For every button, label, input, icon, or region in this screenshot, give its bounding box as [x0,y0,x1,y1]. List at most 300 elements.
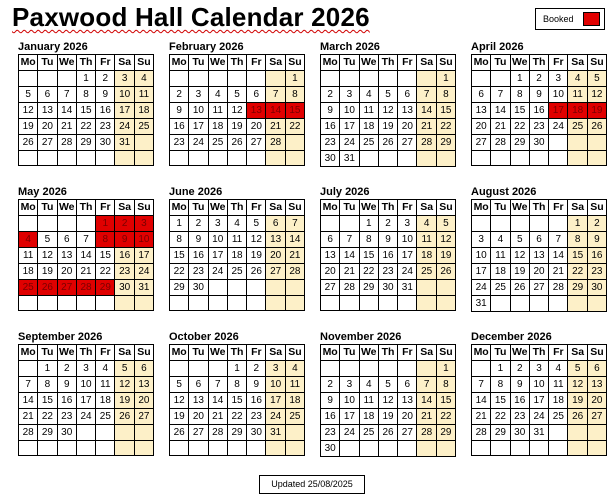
empty-cell [285,135,304,151]
weekday-header: Tu [491,345,510,361]
weekday-header: Fr [247,55,266,71]
empty-cell [19,296,38,311]
day-cell: 17 [134,248,153,264]
day-cell: 18 [549,393,568,409]
day-cell: 26 [378,135,397,151]
day-cell: 3 [266,361,285,377]
empty-cell [57,216,76,232]
day-cell: 23 [529,119,548,135]
empty-cell [398,361,417,377]
empty-cell [208,441,227,456]
day-cell: 16 [587,248,606,264]
day-cell: 21 [266,119,285,135]
day-cell: 1 [38,361,57,377]
weekday-header: Sa [568,200,587,216]
month-name: April 2026 [471,41,524,53]
day-cell: 6 [189,377,208,393]
day-cell: 2 [247,361,266,377]
day-cell: 8 [227,377,246,393]
day-cell: 12 [115,377,134,393]
day-cell: 9 [321,393,340,409]
day-cell: 25 [359,425,378,441]
day-cell: 11 [19,248,38,264]
day-cell: 2 [529,71,548,87]
day-cell: 6 [247,87,266,103]
empty-cell [170,71,189,87]
day-cell: 26 [38,280,57,296]
empty-cell [285,151,304,166]
day-cell: 10 [549,87,568,103]
weekday-header: Su [285,200,304,216]
day-cell: 5 [378,87,397,103]
month-11 [320,330,456,457]
empty-cell [587,425,606,441]
day-cell: 10 [189,103,208,119]
empty-cell [170,296,189,311]
empty-cell [134,425,153,441]
day-cell: 13 [321,248,340,264]
empty-cell [38,151,57,166]
day-cell: 25 [208,135,227,151]
title-text: Paxwood Hall Calendar 2026 [12,2,370,32]
day-cell: 7 [340,232,359,248]
day-cell: 21 [340,264,359,280]
day-cell: 13 [398,103,417,119]
day-cell: 16 [529,103,548,119]
empty-cell [417,151,436,167]
day-cell: 1 [170,216,189,232]
empty-cell [491,151,510,166]
day-cell: 9 [529,87,548,103]
empty-cell [19,151,38,166]
day-cell: 16 [321,119,340,135]
weekday-header: Mo [321,345,340,361]
booked-legend [535,8,605,30]
day-cell: 18 [359,409,378,425]
day-cell: 27 [587,409,606,425]
weekday-header: Th [227,200,246,216]
day-cell: 13 [587,377,606,393]
day-cell: 22 [568,264,587,280]
day-cell: 21 [549,264,568,280]
day-cell: 18 [359,119,378,135]
month-name: March 2026 [320,41,380,53]
day-cell: 28 [472,425,491,441]
empty-cell [472,361,491,377]
day-cell: 15 [38,393,57,409]
weekday-header: Tu [340,345,359,361]
day-cell: 30 [321,441,340,457]
day-cell: 4 [227,216,246,232]
month-table [320,199,456,311]
weekday-header: Tu [340,200,359,216]
day-cell: 17 [189,119,208,135]
weekday-header: Fr [398,345,417,361]
day-cell: 4 [359,87,378,103]
empty-cell [57,151,76,166]
day-cell: 3 [208,216,227,232]
empty-cell [115,441,134,456]
weekday-header: We [359,55,378,71]
empty-cell [189,71,208,87]
day-cell: 13 [529,248,548,264]
weekday-header: Su [436,200,455,216]
weekday-header: Su [285,55,304,71]
day-cell: 30 [247,425,266,441]
day-cell: 1 [96,216,115,232]
weekday-header: Th [76,345,95,361]
day-cell: 4 [568,71,587,87]
empty-cell [491,441,510,456]
month-12 [471,330,607,456]
empty-cell [491,71,510,87]
day-cell: 11 [417,232,436,248]
day-cell: 26 [510,280,529,296]
day-cell: 14 [266,103,285,119]
day-cell: 29 [227,425,246,441]
day-cell: 13 [247,103,266,119]
day-cell: 4 [491,232,510,248]
day-cell: 28 [417,135,436,151]
day-cell: 15 [227,393,246,409]
month-table [471,344,607,456]
day-cell: 27 [472,135,491,151]
empty-cell [115,296,134,311]
day-cell: 28 [266,135,285,151]
empty-cell [19,71,38,87]
empty-cell [568,441,587,456]
weekday-header: Tu [38,345,57,361]
day-cell: 21 [19,409,38,425]
day-cell: 6 [38,87,57,103]
day-cell: 17 [529,393,548,409]
empty-cell [378,151,397,167]
weekday-header: Sa [115,55,134,71]
day-cell: 11 [96,377,115,393]
weekday-header: Fr [247,345,266,361]
day-cell: 5 [19,87,38,103]
empty-cell [417,296,436,311]
weekday-header: We [359,345,378,361]
weekday-header: Fr [398,55,417,71]
day-cell: 6 [321,232,340,248]
empty-cell [96,425,115,441]
empty-cell [247,296,266,311]
empty-cell [57,441,76,456]
day-cell: 11 [491,248,510,264]
weekday-header: Mo [472,55,491,71]
day-cell: 8 [38,377,57,393]
day-cell: 13 [38,103,57,119]
weekday-header: Th [227,345,246,361]
day-cell: 5 [510,232,529,248]
empty-cell [378,361,397,377]
day-cell: 16 [510,393,529,409]
day-cell: 29 [76,135,95,151]
day-cell: 7 [19,377,38,393]
day-cell: 11 [285,377,304,393]
empty-cell [19,216,38,232]
day-cell: 2 [510,361,529,377]
weekday-header: Su [134,55,153,71]
day-cell: 21 [417,409,436,425]
weekday-header: We [208,200,227,216]
empty-cell [491,296,510,312]
day-cell: 19 [19,119,38,135]
empty-cell [247,280,266,296]
weekday-header: We [359,200,378,216]
day-cell: 16 [96,103,115,119]
day-cell: 5 [378,377,397,393]
empty-cell [340,296,359,311]
day-cell: 4 [285,361,304,377]
day-cell: 30 [321,151,340,167]
day-cell: 19 [587,103,606,119]
day-cell: 14 [208,393,227,409]
day-cell: 30 [189,280,208,296]
weekday-header: Tu [189,345,208,361]
weekday-header: Th [76,200,95,216]
empty-cell [38,296,57,311]
day-cell: 30 [57,425,76,441]
day-cell: 27 [189,425,208,441]
day-cell: 25 [134,119,153,135]
day-cell: 24 [340,425,359,441]
day-cell: 11 [549,377,568,393]
day-cell: 14 [472,393,491,409]
day-cell: 4 [208,87,227,103]
empty-cell [549,425,568,441]
day-cell: 2 [378,216,397,232]
day-cell: 29 [510,135,529,151]
day-cell: 22 [436,409,455,425]
day-cell: 12 [19,103,38,119]
empty-cell [247,151,266,166]
day-cell: 7 [472,377,491,393]
empty-cell [472,71,491,87]
day-cell: 24 [340,135,359,151]
day-cell: 17 [398,248,417,264]
empty-cell [529,296,548,312]
day-cell: 8 [491,377,510,393]
day-cell: 4 [134,71,153,87]
empty-cell [568,135,587,151]
weekday-header: Th [378,345,397,361]
day-cell: 29 [436,425,455,441]
day-cell: 20 [398,409,417,425]
weekday-header: Mo [170,345,189,361]
day-cell: 12 [170,393,189,409]
month-name: February 2026 [169,41,244,53]
empty-cell [549,441,568,456]
weekday-header: We [510,200,529,216]
empty-cell [472,441,491,456]
day-cell: 19 [115,393,134,409]
day-cell: 7 [57,87,76,103]
empty-cell [568,296,587,312]
weekday-header: Sa [115,200,134,216]
empty-cell [19,361,38,377]
day-cell: 14 [491,103,510,119]
day-cell: 26 [115,409,134,425]
day-cell: 8 [568,232,587,248]
day-cell: 15 [510,103,529,119]
day-cell: 12 [510,248,529,264]
empty-cell [417,361,436,377]
weekday-header: Su [587,345,606,361]
day-cell: 6 [472,87,491,103]
day-cell: 13 [189,393,208,409]
day-cell: 5 [247,216,266,232]
day-cell: 10 [266,377,285,393]
day-cell: 9 [96,87,115,103]
day-cell: 16 [170,119,189,135]
empty-cell [359,361,378,377]
day-cell: 25 [285,409,304,425]
day-cell: 1 [510,71,529,87]
empty-cell [472,216,491,232]
empty-cell [96,151,115,166]
month-name: June 2026 [169,186,223,198]
month-table [169,199,305,311]
day-cell: 5 [587,71,606,87]
month-table [18,54,154,166]
empty-cell [76,151,95,166]
day-cell: 1 [359,216,378,232]
day-cell: 16 [321,409,340,425]
day-cell: 20 [398,119,417,135]
empty-cell [247,441,266,456]
day-cell: 31 [472,296,491,312]
weekday-header: Th [378,55,397,71]
day-cell: 23 [170,135,189,151]
day-cell: 20 [587,393,606,409]
empty-cell [170,151,189,166]
day-cell: 27 [247,135,266,151]
weekday-header: Mo [170,200,189,216]
day-cell: 22 [38,409,57,425]
weekday-header: Th [529,345,548,361]
weekday-header: We [208,345,227,361]
day-cell: 4 [359,377,378,393]
month-5 [18,185,154,311]
weekday-header: We [57,200,76,216]
empty-cell [417,71,436,87]
day-cell: 22 [96,264,115,280]
day-cell: 18 [19,264,38,280]
empty-cell [568,151,587,166]
day-cell: 6 [587,361,606,377]
month-name: May 2026 [18,186,67,198]
empty-cell [134,296,153,311]
day-cell: 27 [321,280,340,296]
weekday-header: Sa [417,55,436,71]
day-cell: 31 [529,425,548,441]
empty-cell [549,151,568,166]
day-cell: 8 [436,377,455,393]
day-cell: 7 [417,87,436,103]
day-cell: 24 [76,409,95,425]
empty-cell [510,441,529,456]
empty-cell [76,216,95,232]
day-cell: 15 [170,248,189,264]
empty-cell [549,216,568,232]
weekday-header: Fr [549,345,568,361]
empty-cell [549,135,568,151]
empty-cell [436,280,455,296]
empty-cell [115,425,134,441]
weekday-header: Sa [568,345,587,361]
day-cell: 10 [529,377,548,393]
weekday-header: We [57,345,76,361]
day-cell: 28 [285,264,304,280]
day-cell: 8 [436,87,455,103]
day-cell: 7 [491,87,510,103]
day-cell: 19 [378,409,397,425]
empty-cell [417,280,436,296]
day-cell: 28 [19,425,38,441]
day-cell: 17 [266,393,285,409]
day-cell: 30 [510,425,529,441]
empty-cell [359,71,378,87]
month-table [18,344,154,456]
day-cell: 19 [170,409,189,425]
day-cell: 14 [76,248,95,264]
month-table [320,344,456,457]
empty-cell [208,280,227,296]
empty-cell [285,441,304,456]
day-cell: 27 [38,135,57,151]
day-cell: 14 [285,232,304,248]
empty-cell [340,71,359,87]
month-name: August 2026 [471,186,537,198]
day-cell: 25 [549,409,568,425]
month-name: October 2026 [169,331,239,343]
day-cell: 14 [19,393,38,409]
day-cell: 1 [76,71,95,87]
day-cell: 13 [398,393,417,409]
day-cell: 17 [472,264,491,280]
day-cell: 25 [491,280,510,296]
day-cell: 25 [96,409,115,425]
day-cell: 19 [227,119,246,135]
day-cell: 21 [285,248,304,264]
day-cell: 14 [340,248,359,264]
day-cell: 29 [38,425,57,441]
day-cell: 17 [340,119,359,135]
weekday-header: Th [529,200,548,216]
empty-cell [587,151,606,166]
day-cell: 5 [115,361,134,377]
month-name: July 2026 [320,186,370,198]
empty-cell [529,216,548,232]
day-cell: 20 [38,119,57,135]
day-cell: 13 [266,232,285,248]
weekday-header: Sa [568,55,587,71]
weekday-header: Su [134,345,153,361]
empty-cell [321,296,340,311]
day-cell: 20 [247,119,266,135]
day-cell: 23 [378,264,397,280]
day-cell: 3 [189,87,208,103]
day-cell: 22 [76,119,95,135]
empty-cell [57,71,76,87]
day-cell: 19 [247,248,266,264]
day-cell: 22 [227,409,246,425]
day-cell: 23 [321,425,340,441]
empty-cell [19,441,38,456]
day-cell: 14 [549,248,568,264]
